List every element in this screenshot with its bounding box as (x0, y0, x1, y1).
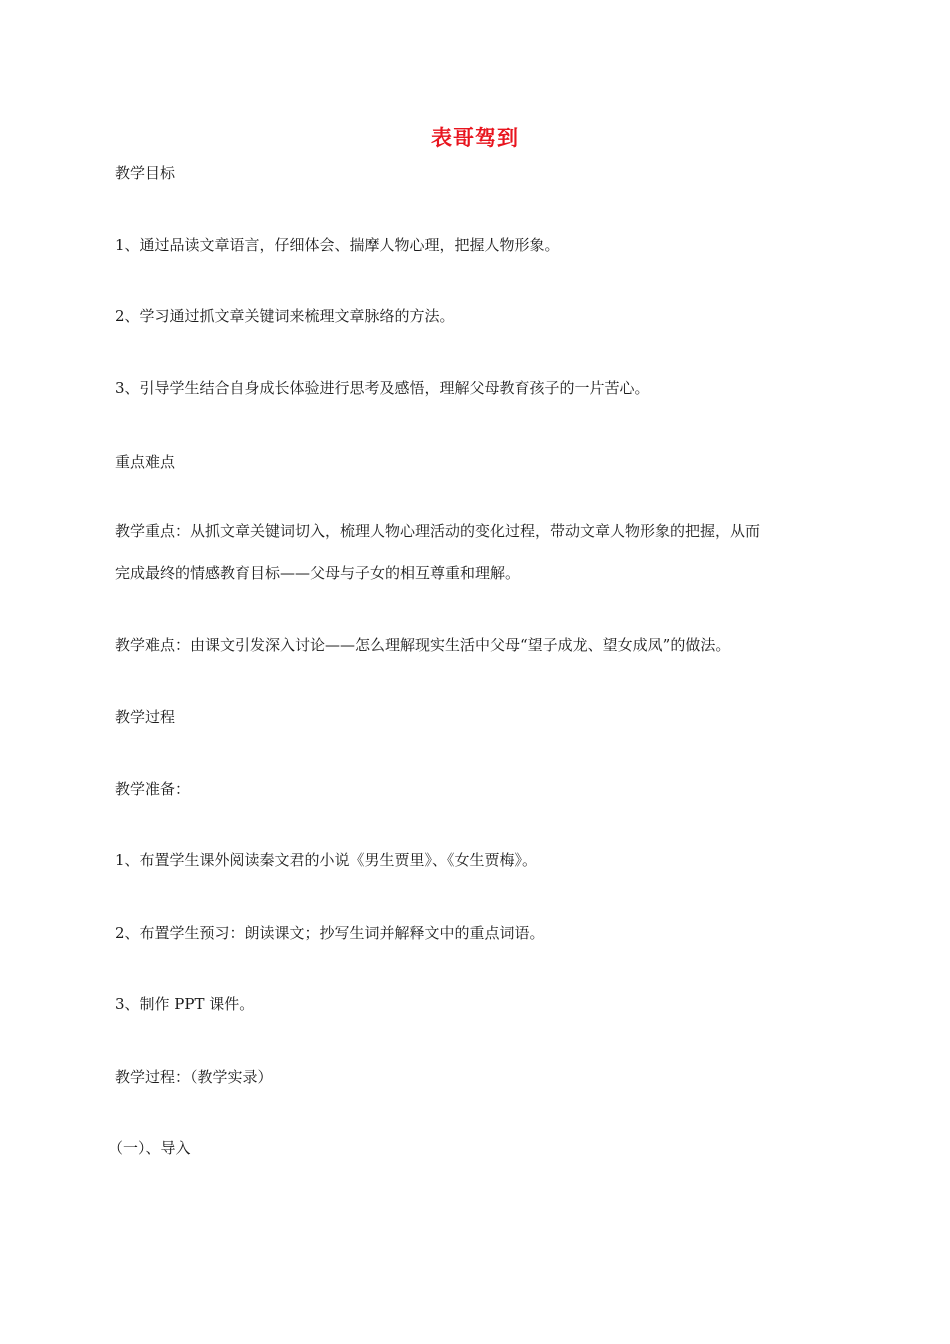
section-heading-objectives: 教学目标 (115, 164, 176, 182)
difficult-point-paragraph: 教学难点：由课文引发深入讨论——怎么理解现实生活中父母“望子成龙、望女成凤”的做法。 (115, 636, 731, 654)
section-heading-key-points: 重点难点 (115, 453, 176, 471)
preparation-heading: 教学准备： (115, 780, 191, 798)
document-title: 表哥驾到 (431, 126, 519, 150)
objective-item-3: 3、引导学生结合自身成长体验进行思考及感悟，理解父母教育孩子的一片苦心。 (115, 379, 650, 397)
preparation-item-3: 3、制作 PPT 课件。 (115, 995, 255, 1013)
objective-item-2: 2、学习通过抓文章关键词来梳理文章脉络的方法。 (115, 307, 455, 325)
preparation-item-2: 2、布置学生预习：朗读课文；抄写生词并解释文中的重点词语。 (115, 924, 545, 942)
teaching-record-heading: 教学过程：（教学实录） (115, 1068, 273, 1086)
introduction-heading: （一）、导入 (108, 1139, 191, 1157)
key-point-paragraph-line-2: 完成最终的情感教育目标——父母与子女的相互尊重和理解。 (115, 564, 521, 582)
section-heading-process: 教学过程 (115, 708, 176, 726)
objective-item-1: 1、通过品读文章语言，仔细体会、揣摩人物心理，把握人物形象。 (115, 236, 560, 254)
key-point-paragraph-line-1: 教学重点：从抓文章关键词切入，梳理人物心理活动的变化过程，带动文章人物形象的把握，从而 (115, 522, 761, 540)
preparation-item-1: 1、布置学生课外阅读秦文君的小说《男生贾里》、《女生贾梅》。 (115, 851, 538, 869)
